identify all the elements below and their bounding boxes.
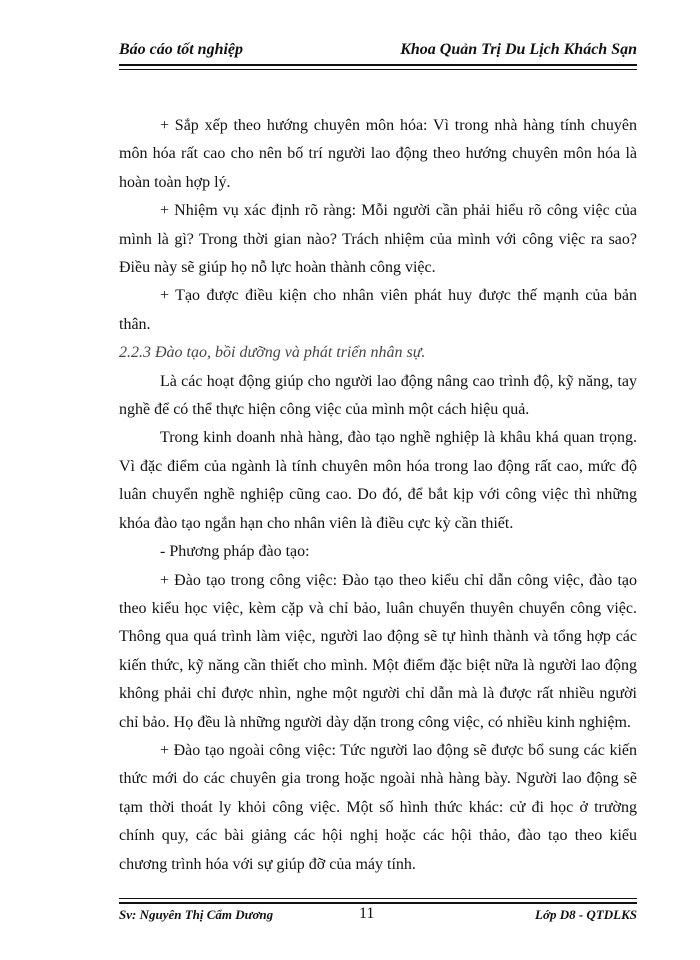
paragraph-training-importance: Trong kinh doanh nhà hàng, đào tạo nghề nghiệp là khâu khá quan trọng. Vì đặc điểm của ngành là tính chuyên môn hóa trong lao động rất cao, mức độ luân chuyển nghề nghiệp cũng cao. Do đó, để bắt kịp với công việc thì những khóa đào tạo ngắn hạn cho nhân viên là điều cực kỳ cần thiết.: [119, 429, 637, 532]
paragraph-on-the-job: + Đào tạo trong công việc: Đào tạo theo kiểu chỉ dẫn công việc, đào tạo theo kiểu học việc, kèm cặp và chỉ bảo, luân chuyển thuyên chuyển công việc. Thông qua quá trình làm việc, người lao động sẽ tự hình thành và tổng hợp các kiến thức, kỹ năng cần thiết cho mình. Một điểm đặc biệt nữa là người lao động không phải chỉ được nhìn, nghe một người chỉ dẫn mà là được rất nhiều người chỉ bảo. Họ đều là những người dày dặn trong công việc, có nhiều kinh nghiệm.: [119, 571, 637, 731]
footer-class-name: Lớp D8 - QTDLKS: [535, 907, 637, 922]
header-rule-thick: [119, 64, 637, 66]
page-header: [119, 38, 637, 68]
footer-rule-thin: [119, 898, 637, 899]
paragraph-off-the-job: + Đào tạo ngoài công việc: Tức người lao động sẽ được bổ sung các kiến thức mới do các chuyên gia trong hoặc ngoài nhà hàng bày. Người lao động sẽ tạm thời thoát ly khỏi công việc. Một số hình thức khác: cử đi học ở trường chính quy, các bài giảng các hội nghị hoặc các hội thảo, đào tạo theo kiểu chương trình hóa với sự giúp đỡ của máy tính.: [119, 741, 637, 873]
paragraph-training-methods: - Phương pháp đào tạo:: [160, 543, 310, 561]
paragraph-clear-duties: + Nhiệm vụ xác định rõ ràng: Mỗi người cần phải hiểu rõ công việc của mình là gì? Trong thời gian nào? Trách nhiệm của mình với công việc ra sao? Điều này sẽ giúp họ nỗ lực hoàn thành công việc.: [119, 202, 637, 277]
section-heading: 2.2.3 Đào tạo, bồi dưỡng và phát triển nhân sự.: [119, 344, 426, 362]
footer-student-name: Sv: Nguyên Thị Cẩm Dương: [119, 907, 274, 922]
page-footer: [119, 898, 637, 922]
paragraph-training-definition: Là các hoạt động giúp cho người lao động nâng cao trình độ, kỹ năng, tay nghề để có thể thực hiện công việc của mình một cách hiệu quả.: [119, 372, 637, 419]
header-report-title: Báo cáo tốt nghiệp: [119, 41, 244, 58]
header-rule-thin: [119, 69, 637, 70]
footer-rule-thick: [119, 902, 637, 904]
page-number: 11: [359, 905, 375, 922]
header-faculty-name: Khoa Quản Trị Du Lịch Khách Sạn: [400, 41, 637, 58]
paragraph-specialization: + Sắp xếp theo hướng chuyên môn hóa: Vì trong nhà hàng tính chuyên môn hóa rất cao cho nên bố trí người lao động theo hướng chuyên môn hóa là hoàn toàn hợp lý.: [119, 117, 637, 191]
document-body: [119, 112, 637, 879]
paragraph-strengths: + Tạo được điều kiện cho nhân viên phát huy được thế mạnh của bản thân.: [119, 287, 637, 333]
